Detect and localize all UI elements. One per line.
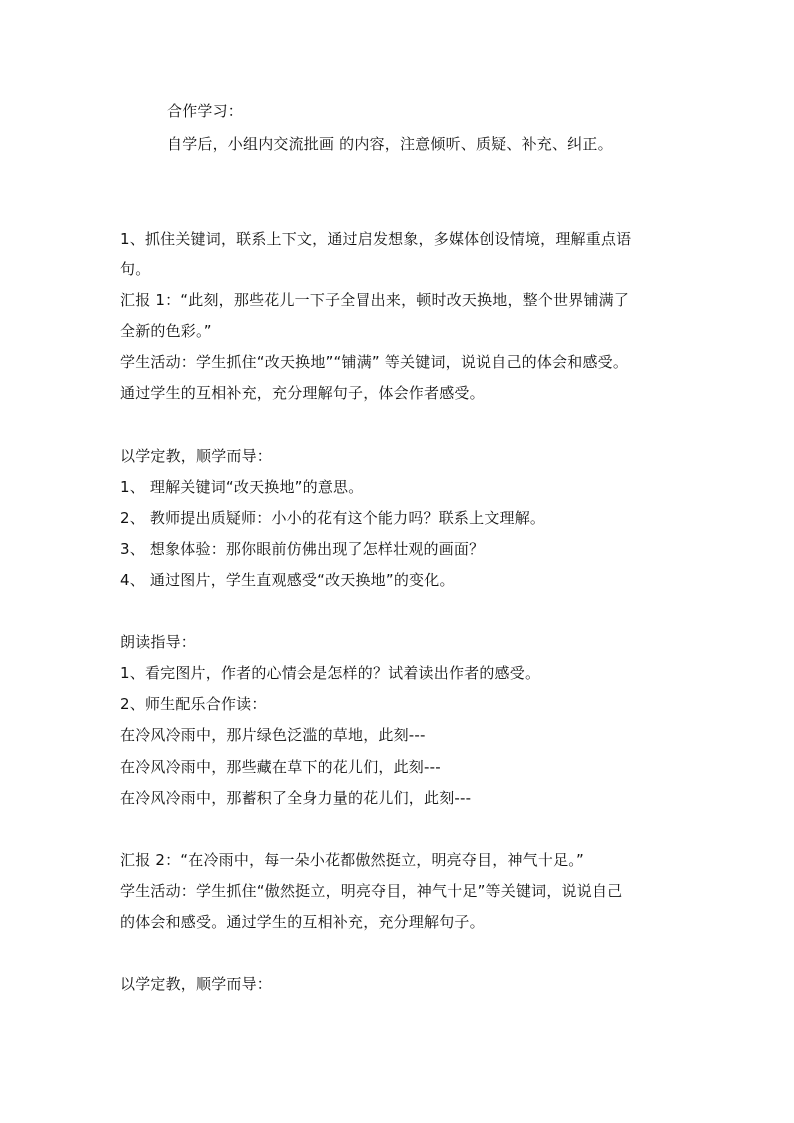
reading-item: 1、看完图片，作者的心情会是怎样的？试着读出作者的感受。	[120, 664, 541, 682]
cooperative-learning-body: 自学后，小组内交流批画 的内容，注意倾听、质疑、补充、纠正。	[167, 135, 613, 153]
guide1-heading: 以学定教，顺学而导：	[120, 447, 273, 465]
report2-line: 汇报 2：“在冷雨中，每一朵小花都傲然挺立，明亮夺目，神气十足。”	[120, 851, 584, 869]
guide1-item: 3、 想象体验：那你眼前仿佛出现了怎样壮观的画面？	[120, 540, 485, 558]
activity2-line1: 学生活动：学生抓住“傲然挺立，明亮夺目，神气十足”等关键词，说说自己	[120, 882, 623, 900]
reading-heading: 朗读指导：	[120, 633, 197, 651]
reading-item: 在冷风冷雨中，那片绿色泛滥的草地，此刻---	[120, 726, 426, 744]
section1-title-line1: 1、抓住关键词，联系上下文，通过启发想象，多媒体创设情境，理解重点语	[120, 230, 632, 248]
guide1-item: 1、 理解关键词“改天换地”的意思。	[120, 478, 364, 496]
activity1-line1: 学生活动：学生抓住“改天换地”“铺满” 等关键词，说说自己的体会和感受。	[120, 353, 629, 371]
reading-item: 2、师生配乐合作读：	[120, 695, 267, 713]
report1-line2: 全新的色彩。”	[120, 322, 212, 340]
reading-item: 在冷风冷雨中，那蓄积了全身力量的花儿们，此刻---	[120, 789, 472, 807]
cooperative-learning-heading: 合作学习：	[167, 102, 244, 120]
activity2-line2: 的体会和感受。通过学生的互相补充，充分理解句子。	[120, 913, 485, 931]
guide2-heading: 以学定教，顺学而导：	[120, 975, 273, 993]
section1-title-line2: 句。	[120, 260, 151, 278]
guide1-item: 4、 通过图片，学生直观感受“改天换地”的变化。	[120, 571, 455, 589]
report1-line1: 汇报 1：“此刻，那些花儿一下子全冒出来，顿时改天换地，整个世界铺满了	[120, 291, 630, 309]
reading-item: 在冷风冷雨中，那些藏在草下的花儿们，此刻---	[120, 758, 441, 776]
guide1-item: 2、 教师提出质疑师：小小的花有这个能力吗？联系上文理解。	[120, 509, 546, 527]
activity1-line2: 通过学生的互相补充，充分理解句子，体会作者感受。	[120, 384, 485, 402]
